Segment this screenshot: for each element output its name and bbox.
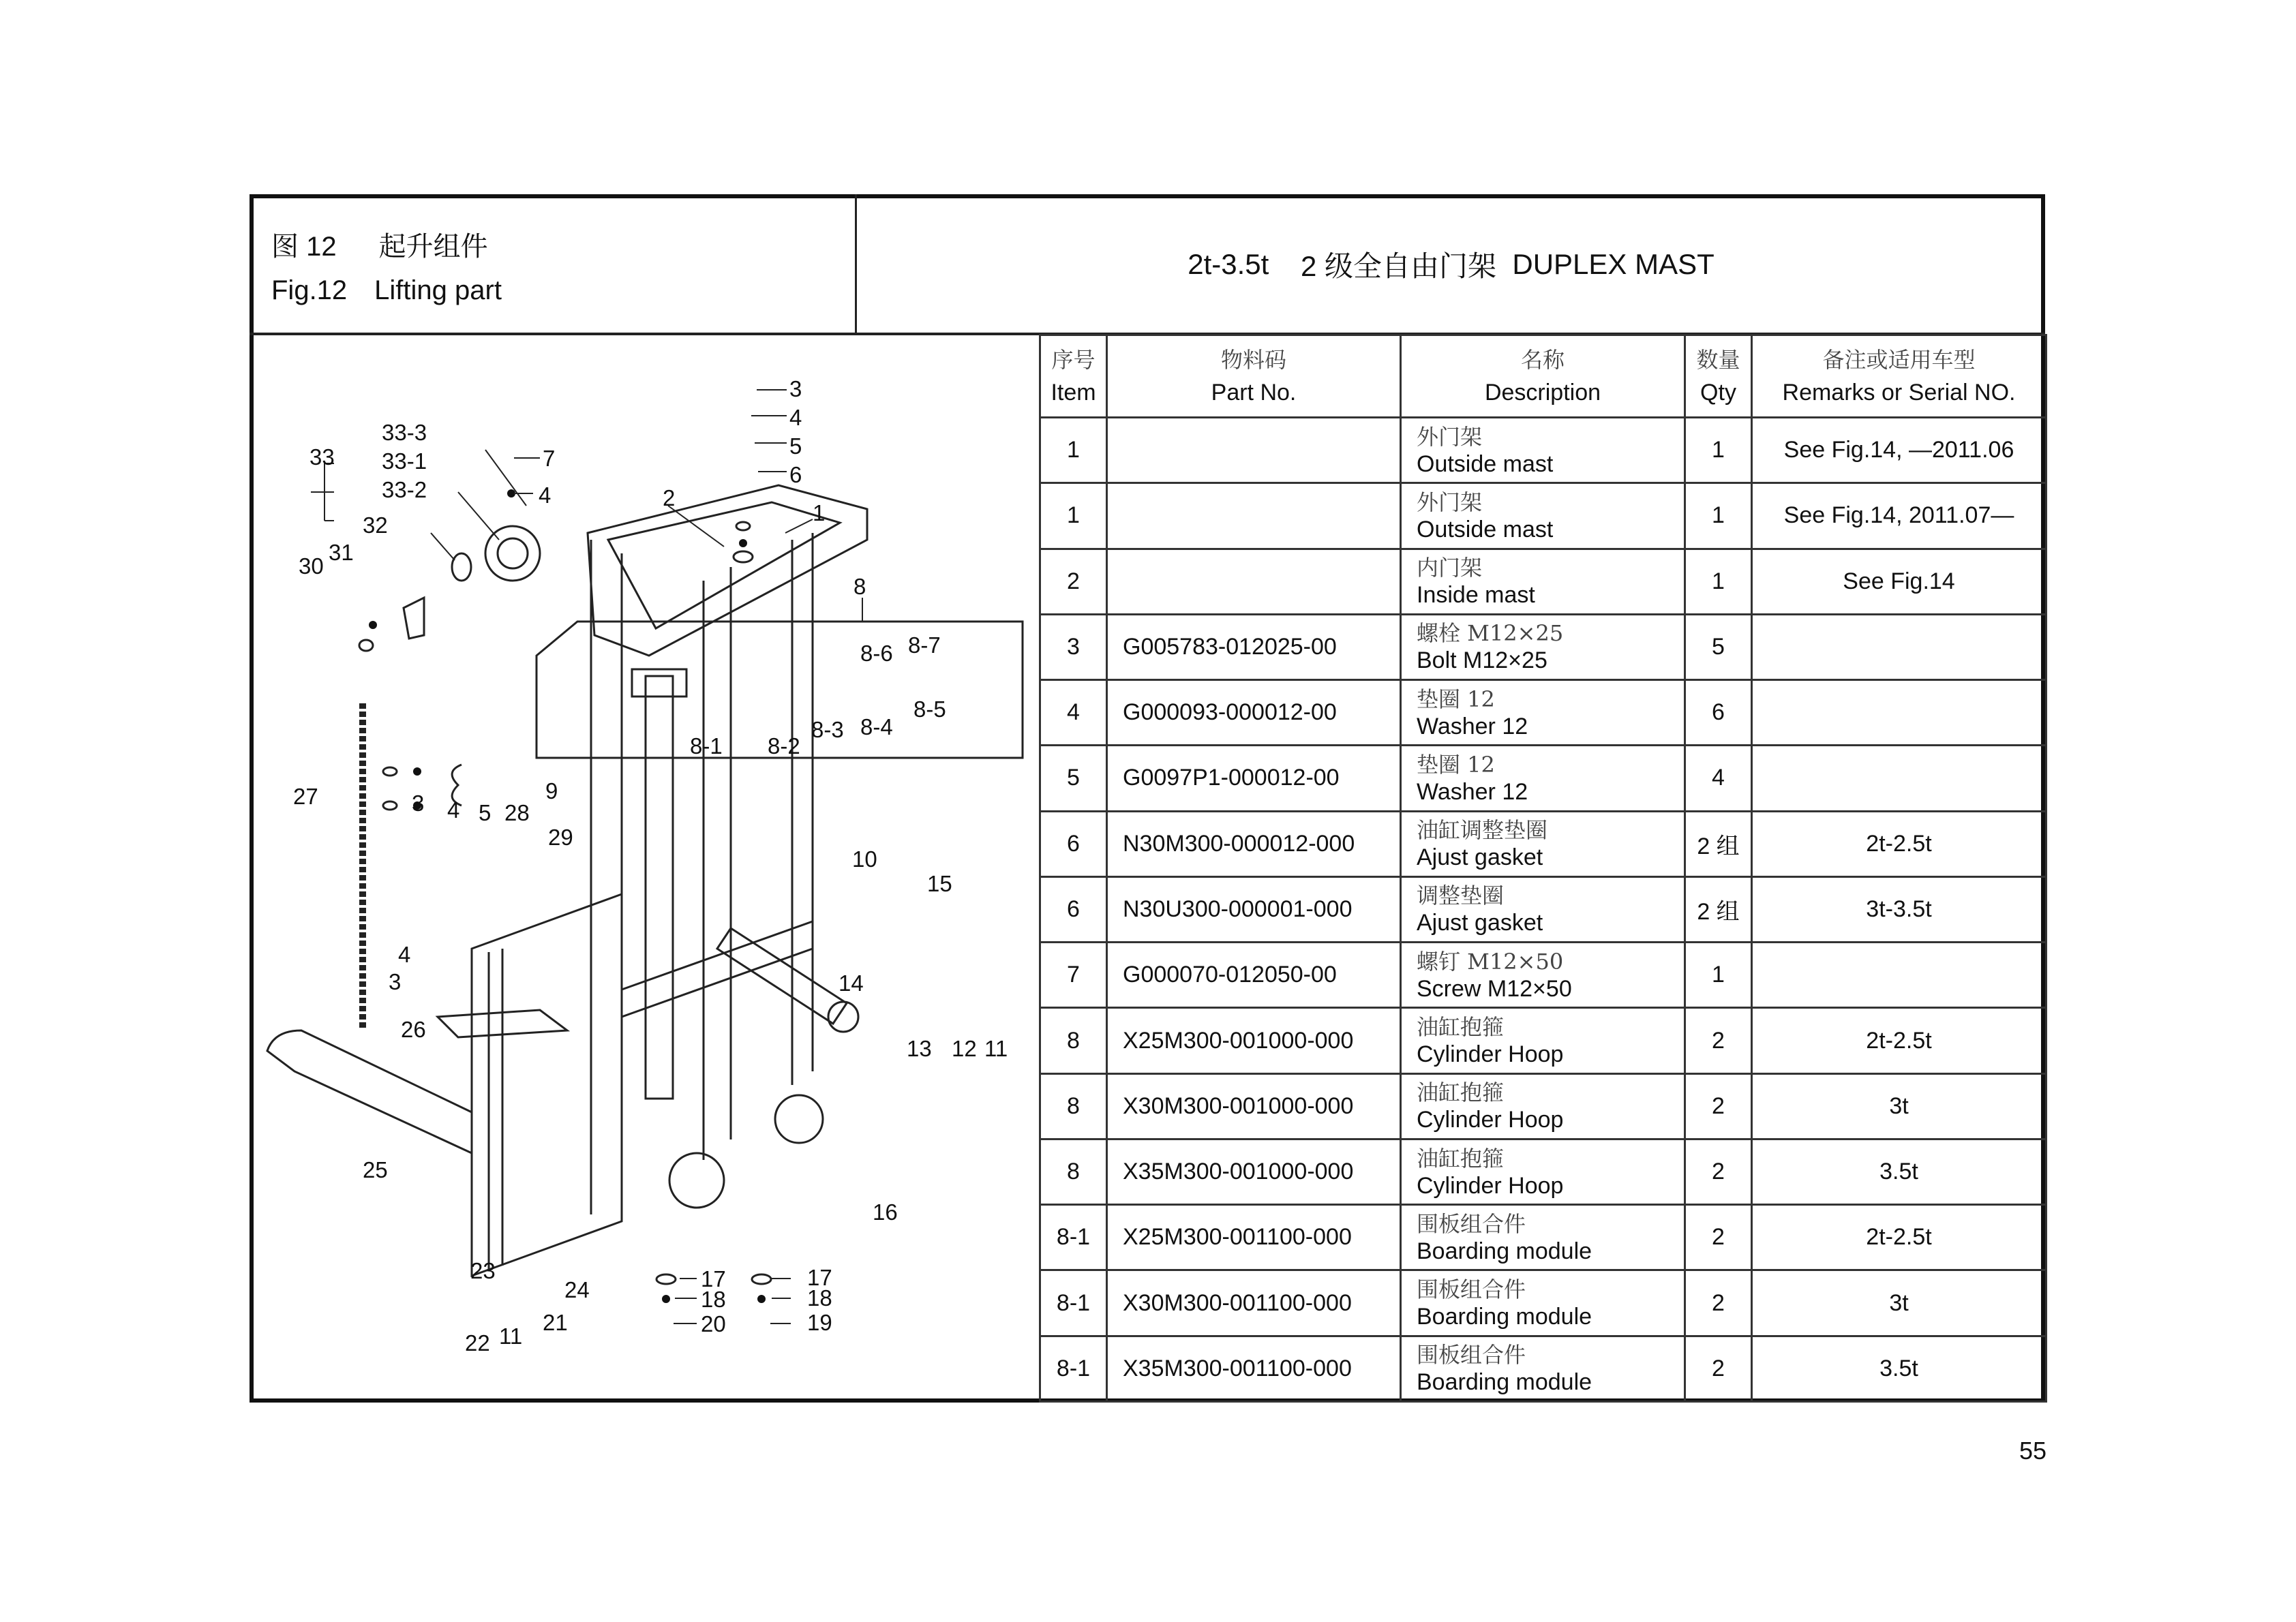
callout-24: 24 — [564, 1277, 590, 1302]
callout-11: 11 — [984, 1036, 1008, 1061]
col-remarks: 备注或适用车型 Remarks or Serial NO. — [1752, 335, 2046, 418]
callout-33: 33 — [309, 444, 335, 470]
part-no-cell: X25M300-001100-000 — [1107, 1205, 1401, 1270]
fig-en-label: Fig.12 — [271, 275, 348, 305]
part-no-cell: N30M300-000012-000 — [1107, 811, 1401, 876]
remarks-cell: 3t — [1752, 1073, 2046, 1139]
callout-10: 10 — [852, 846, 877, 872]
qty-cell: 1 — [1685, 943, 1752, 1008]
table-row — [1040, 1008, 2046, 1073]
description-en: Inside mast — [1417, 582, 1535, 609]
callout-4: 4 — [539, 483, 552, 508]
callout-23: 23 — [470, 1258, 496, 1283]
remarks-cell: 2t-2.5t — [1752, 1205, 2046, 1270]
callout-3: 3 — [789, 376, 802, 401]
callout-7: 7 — [543, 446, 556, 471]
description-en: Outside mast — [1417, 450, 1554, 477]
description-cell — [1401, 876, 1685, 942]
remarks-cell: 3t-3.5t — [1752, 876, 2046, 942]
item-cell: 8-1 — [1040, 1205, 1107, 1270]
item-cell: 2 — [1040, 549, 1107, 614]
item-cell: 4 — [1040, 680, 1107, 746]
callout-17b: 17 — [807, 1265, 832, 1290]
callout-1: 1 — [813, 500, 826, 525]
part-no-cell — [1107, 483, 1401, 549]
description-cell — [1401, 1205, 1685, 1270]
callout-18b: 18 — [807, 1285, 832, 1311]
description-cn: 油缸抱箍 — [1417, 1014, 1505, 1041]
description-cell — [1401, 483, 1685, 549]
callout-17a: 17 — [701, 1266, 726, 1291]
remarks-cell — [1752, 943, 2046, 1008]
description-cn: 外门架 — [1417, 489, 1483, 515]
remarks-cell: See Fig.14, —2011.06 — [1752, 418, 2046, 483]
parts-table — [1039, 334, 2047, 1403]
qty-cell: 1 — [1685, 483, 1752, 549]
table-row — [1040, 1336, 2046, 1401]
description-cell — [1401, 1336, 1685, 1401]
table-row — [1040, 943, 2046, 1008]
remarks-cell: 2t-2.5t — [1752, 1008, 2046, 1073]
figure-title — [271, 225, 502, 312]
model-range: 2t-3.5t — [1188, 247, 1269, 280]
fig-cn-label: 图 12 — [271, 232, 337, 262]
item-cell: 8-1 — [1040, 1336, 1107, 1401]
callout-28: 28 — [504, 800, 530, 825]
table-row — [1040, 614, 2046, 679]
description-en: Boarding module — [1417, 1369, 1592, 1396]
description-cell — [1401, 811, 1685, 876]
part-no-cell: X35M300-001000-000 — [1107, 1139, 1401, 1204]
callout-20: 20 — [701, 1311, 726, 1336]
callout-8-1: 8-1 — [690, 733, 723, 759]
description-en: Cylinder Hoop — [1417, 1041, 1564, 1068]
callout-18a: 18 — [701, 1287, 726, 1312]
callout-8-2: 8-2 — [768, 733, 800, 759]
remarks-cell: 2t-2.5t — [1752, 811, 2046, 876]
item-cell: 8 — [1040, 1139, 1107, 1204]
description-en: Bolt M12×25 — [1417, 647, 1547, 674]
part-no-cell: X30M300-001000-000 — [1107, 1073, 1401, 1139]
table-row — [1040, 1270, 2046, 1336]
fig-cn-title: 起升组件 — [378, 232, 488, 262]
table-header-row — [1040, 335, 2046, 418]
table-row — [1040, 811, 2046, 876]
description-cn: 内门架 — [1417, 555, 1483, 581]
table-row — [1040, 418, 2046, 483]
item-cell: 8 — [1040, 1073, 1107, 1139]
callout-26: 26 — [401, 1017, 426, 1042]
description-cell — [1401, 1008, 1685, 1073]
remarks-cell: 3.5t — [1752, 1139, 2046, 1204]
description-en: Cylinder Hoop — [1417, 1172, 1564, 1199]
part-no-cell: X30M300-001100-000 — [1107, 1270, 1401, 1336]
description-cn: 围板组合件 — [1417, 1276, 1526, 1303]
description-cell — [1401, 1073, 1685, 1139]
callout-4b: 4 — [789, 405, 802, 430]
qty-cell: 1 — [1685, 549, 1752, 614]
remarks-cell: 3t — [1752, 1270, 2046, 1336]
part-no-cell: G000070-012050-00 — [1107, 943, 1401, 1008]
description-en: Cylinder Hoop — [1417, 1107, 1564, 1133]
callout-33-2: 33-2 — [382, 477, 427, 502]
description-cell — [1401, 614, 1685, 679]
callout-32: 32 — [363, 512, 388, 538]
part-no-cell: N30U300-000001-000 — [1107, 876, 1401, 942]
description-en: Outside mast — [1417, 516, 1554, 542]
callout-13: 13 — [907, 1036, 932, 1061]
description-cell — [1401, 1139, 1685, 1204]
page-number: 55 — [2019, 1437, 2047, 1465]
item-cell: 1 — [1040, 483, 1107, 549]
callout-5b: 5 — [479, 800, 492, 825]
remarks-cell — [1752, 746, 2046, 811]
part-no-cell: X35M300-001100-000 — [1107, 1336, 1401, 1401]
callout-29: 29 — [548, 825, 573, 850]
qty-cell: 2 组 — [1685, 811, 1752, 876]
callout-3c: 3 — [389, 969, 402, 994]
description-cn: 油缸抱箍 — [1417, 1080, 1505, 1106]
description-en: Washer 12 — [1417, 713, 1528, 739]
callout-25: 25 — [363, 1157, 388, 1182]
col-part-no: 物料码 Part No. — [1107, 335, 1401, 418]
item-cell: 8-1 — [1040, 1270, 1107, 1336]
exploded-diagram — [254, 335, 1038, 1400]
callout-12: 12 — [952, 1036, 977, 1061]
item-cell: 3 — [1040, 614, 1107, 679]
item-cell: 6 — [1040, 811, 1107, 876]
description-cn: 螺钉 M12×50 — [1417, 948, 1564, 975]
description-cell — [1401, 418, 1685, 483]
table-row — [1040, 1205, 2046, 1270]
callout-19: 19 — [807, 1310, 832, 1335]
callout-4d: 4 — [398, 942, 411, 967]
callout-16: 16 — [873, 1199, 898, 1225]
callout-30: 30 — [299, 553, 324, 579]
description-cn: 调整垫圈 — [1417, 883, 1505, 909]
remarks-cell — [1752, 680, 2046, 746]
col-qty: 数量 Qty — [1685, 335, 1752, 418]
callout-3b: 3 — [412, 791, 425, 816]
callout-8: 8 — [854, 574, 866, 599]
col-description: 名称 Description — [1401, 335, 1685, 418]
mast-drawing — [254, 335, 1038, 1400]
qty-cell: 2 — [1685, 1205, 1752, 1270]
description-cell — [1401, 1270, 1685, 1336]
item-cell: 5 — [1040, 746, 1107, 811]
part-no-cell — [1107, 418, 1401, 483]
table-row — [1040, 876, 2046, 942]
callout-4c: 4 — [447, 797, 460, 823]
mast-en: DUPLEX MAST — [1512, 247, 1715, 280]
qty-cell: 2 — [1685, 1270, 1752, 1336]
description-en: Ajust gasket — [1417, 910, 1543, 936]
col-item: 序号 Item — [1040, 335, 1107, 418]
callout-15: 15 — [927, 871, 952, 896]
description-cn: 油缸调整垫圈 — [1417, 817, 1548, 844]
qty-cell: 2 组 — [1685, 876, 1752, 942]
description-cn: 围板组合件 — [1417, 1210, 1526, 1237]
remarks-cell: See Fig.14 — [1752, 549, 2046, 614]
qty-cell: 2 — [1685, 1073, 1752, 1139]
description-en: Screw M12×50 — [1417, 975, 1572, 1002]
qty-cell: 6 — [1685, 680, 1752, 746]
item-cell: 6 — [1040, 876, 1107, 942]
description-en: Boarding module — [1417, 1238, 1592, 1264]
callout-11b: 11 — [499, 1323, 523, 1349]
description-cn: 围板组合件 — [1417, 1342, 1526, 1368]
callout-33-1: 33-1 — [382, 448, 427, 474]
remarks-cell: See Fig.14, 2011.07— — [1752, 483, 2046, 549]
description-cell — [1401, 549, 1685, 614]
description-cn: 油缸抱箍 — [1417, 1145, 1505, 1172]
callout-27: 27 — [293, 784, 318, 809]
description-en: Ajust gasket — [1417, 844, 1543, 871]
callout-14: 14 — [839, 970, 864, 996]
description-cell — [1401, 943, 1685, 1008]
qty-cell: 4 — [1685, 746, 1752, 811]
callout-21: 21 — [543, 1310, 568, 1335]
part-no-cell: G0097P1-000012-00 — [1107, 746, 1401, 811]
fig-en-title: Lifting part — [374, 275, 502, 305]
callout-5: 5 — [789, 433, 802, 459]
qty-cell: 5 — [1685, 614, 1752, 679]
callout-8-7: 8-7 — [908, 632, 941, 658]
item-cell: 7 — [1040, 943, 1107, 1008]
callout-31: 31 — [329, 540, 354, 565]
description-en: Washer 12 — [1417, 778, 1528, 805]
table-row — [1040, 1139, 2046, 1204]
table-row — [1040, 680, 2046, 746]
table-row — [1040, 483, 2046, 549]
description-cn: 螺栓 M12×25 — [1417, 620, 1564, 647]
item-cell: 1 — [1040, 418, 1107, 483]
callout-33-3: 33-3 — [382, 420, 427, 445]
callout-22: 22 — [465, 1330, 490, 1356]
remarks-cell: 3.5t — [1752, 1336, 2046, 1401]
remarks-cell — [1752, 614, 2046, 679]
callout-2: 2 — [663, 485, 676, 510]
qty-cell: 1 — [1685, 418, 1752, 483]
description-cell — [1401, 746, 1685, 811]
table-row — [1040, 746, 2046, 811]
table-row — [1040, 1073, 2046, 1139]
callout-8-5: 8-5 — [913, 697, 946, 722]
table-row — [1040, 549, 2046, 614]
item-cell: 8 — [1040, 1008, 1107, 1073]
callout-8-6: 8-6 — [860, 641, 893, 666]
mast-cn: 2 级全自由门架 — [1300, 249, 1497, 282]
part-no-cell: G005783-012025-00 — [1107, 614, 1401, 679]
qty-cell: 2 — [1685, 1336, 1752, 1401]
description-en: Boarding module — [1417, 1304, 1592, 1330]
description-cell — [1401, 680, 1685, 746]
callout-8-3: 8-3 — [811, 717, 844, 742]
part-no-cell: G000093-000012-00 — [1107, 680, 1401, 746]
qty-cell: 2 — [1685, 1139, 1752, 1204]
part-no-cell: X25M300-001000-000 — [1107, 1008, 1401, 1073]
description-cn: 外门架 — [1417, 423, 1483, 450]
callout-6: 6 — [789, 462, 802, 487]
part-no-cell — [1107, 549, 1401, 614]
description-cn: 垫圈 12 — [1417, 751, 1495, 778]
qty-cell: 2 — [1685, 1008, 1752, 1073]
mast-title — [857, 194, 2045, 334]
description-cn: 垫圈 12 — [1417, 686, 1495, 712]
callout-9: 9 — [545, 778, 558, 804]
callout-8-4: 8-4 — [860, 714, 893, 739]
